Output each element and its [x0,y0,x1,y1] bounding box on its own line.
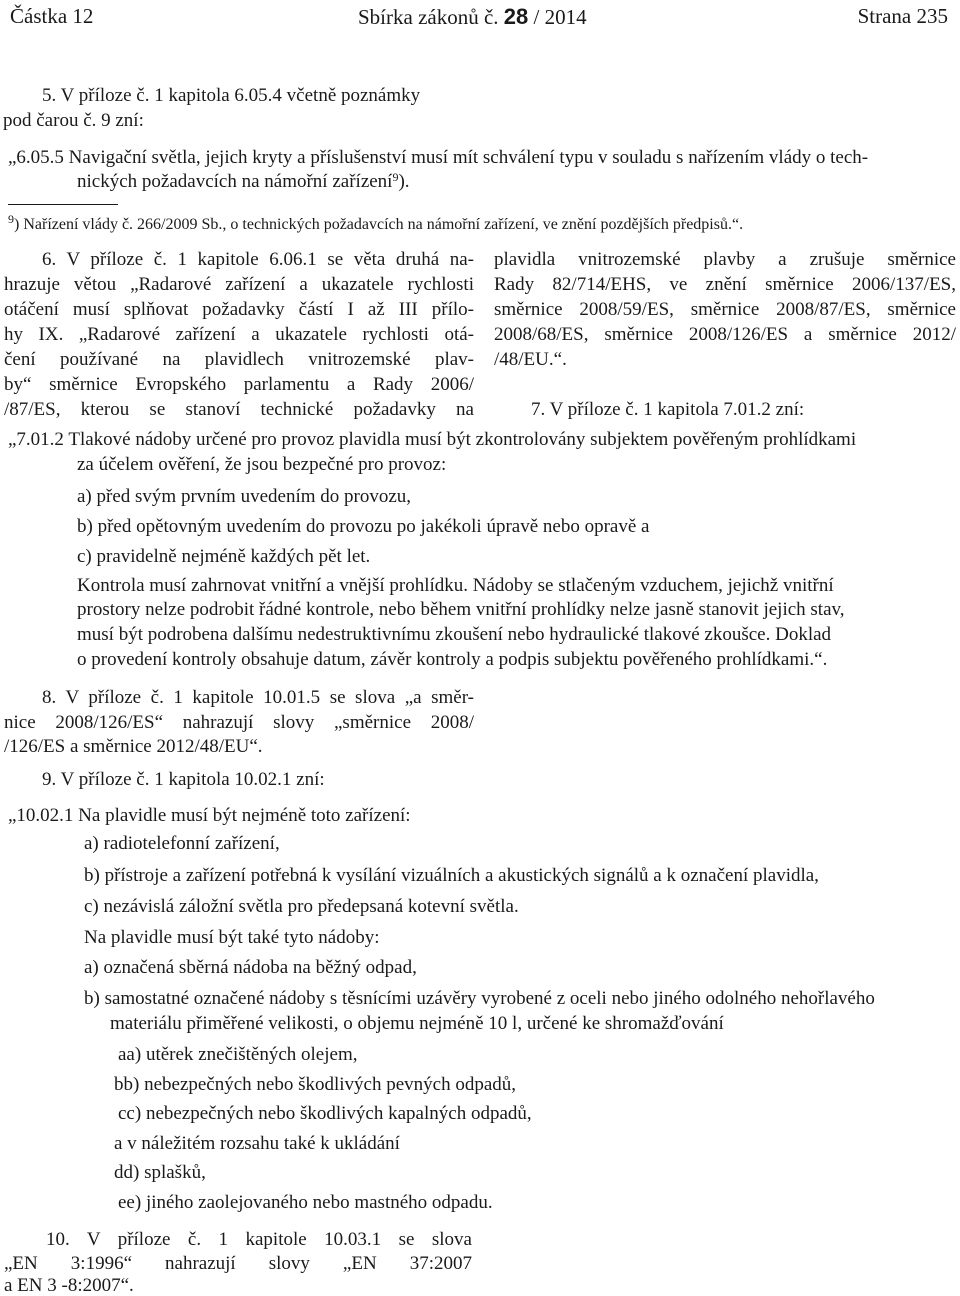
item9-intro: 9. V příloze č. 1 kapitola 10.02.1 zní: [42,769,325,790]
item10-line3: a EN 3 -8:2007“. [4,1275,134,1296]
header-collection-prefix: Sbírka zákonů č. [358,5,499,29]
item7-para-line1: Kontrola musí zahrnovat vnitřní a vnější prohlídku. Nádoby se stlačeným vzduchem, jejichž vnitřní [77,575,834,596]
item8-line3: /126/ES a směrnice 2012/48/EU“. [4,736,263,757]
item9-list-a: a) radiotelefonní zařízení, [84,833,280,854]
item7-list-c: c) pravidelně nejméně každých pět let. [77,546,371,567]
footnote-marker: 9 [8,212,14,226]
item9-sub-aa: aa) utěrek znečištěných olejem, [118,1044,358,1065]
item9-quote-line1: „10.02.1 Na plavidle musí být nejméně toto zařízení: [8,805,411,826]
item5-quote-line2 [77,172,410,191]
item9-list-b2-line1: b) samostatné označené nádoby s těsnícími uzávěry vyrobené z oceli nebo jiného odolného nehořlavého [84,988,875,1009]
item7-list-b: b) před opětovným uvedením do provozu po jakékoli úpravě nebo opravě a [77,516,650,537]
item6-line1: 6. V příloze č. 1 kapitole 6.06.1 se věta druhá na- [42,249,474,270]
footnote-rule [8,204,118,205]
item9-para2: Na plavidle musí být také tyto nádoby: [84,927,380,948]
header-page-number: Strana 235 [857,4,948,28]
item5-intro-line1: 5. V příloze č. 1 kapitola 6.05.4 včetně poznámky [42,85,421,106]
item6-line2: hrazuje větou „Radarové zařízení a ukazatele rychlosti [4,274,474,295]
item9-mid: a v náležitém rozsahu také k ukládání [114,1133,400,1154]
item6-line3: otáčení musí splňovat požadavky částí I až III přílo- [4,299,474,320]
item8-line2: nice 2008/126/ES“ nahrazují slovy „směrnice 2008/ [4,712,474,733]
item6-line5: čení používané na plavidlech vnitrozemské plav- [4,349,474,370]
item9-sub-cc: cc) nebezpečných nebo škodlivých kapalných odpadů, [118,1103,532,1124]
item7-quote-line2: za účelem ověření, že jsou bezpečné pro provoz: [77,454,447,475]
item6-right-line5: /48/EU.“. [494,349,567,370]
item9-list-b2-line2: materiálu přiměřené velikosti, o objemu nejméně 10 l, určené ke shromažďování [110,1013,724,1034]
header-part-label: Částka 12 [10,4,94,28]
item9-sub-dd: dd) splašků, [114,1162,206,1183]
item10-line1: 10. V příloze č. 1 kapitole 10.03.1 se slova [46,1229,472,1250]
item5-intro-line2: pod čarou č. 9 zní: [3,110,144,131]
footnote [8,212,744,233]
item7-list-a: a) před svým prvním uvedením do provozu, [77,486,412,507]
item5-quote-line1: „6.05.5 Navigační světla, jejich kryty a příslušenství musí mít schválení typu v souladu s nařízením vlády o tech- [8,147,869,168]
header-year: / 2014 [533,5,587,29]
item9-list-b: b) přístroje a zařízení potřebná k vysílání vizuálních a akustických signálů a k označení plavidla, [84,865,819,886]
item5-quote-text: nických požadavcích na námořní zařízení [77,171,393,192]
footnote-text: ) Nařízení vlády č. 266/2009 Sb., o technických požadavcích na námořní zařízení, ve znění pozdějších předpisů.“. [14,216,744,233]
item7-para-line3: musí být podrobena dalšímu nedestruktivnímu zkoušení nebo hydraulické tlakové zkoušce. Doklad [77,624,832,645]
item6-line4: hy IX. „Radarové zařízení a ukazatele rychlosti otá- [4,324,474,345]
item9-sub-ee: ee) jiného zaolejovaného nebo mastného odpadu. [118,1192,493,1213]
header-issue-number: 28 [503,4,529,29]
footnote-ref: 9 [392,170,399,184]
item6-right-line4: 2008/68/ES, směrnice 2008/126/ES a směrnice 2012/ [494,324,956,345]
item6-line6: by“ směrnice Evropského parlamentu a Rady 2006/ [4,374,474,395]
item6-line7: /87/ES, kterou se stanoví technické požadavky na [4,399,474,420]
item9-sub-bb: bb) nebezpečných nebo škodlivých pevných odpadů, [114,1074,517,1095]
header-collection-title [358,6,587,28]
item7-intro: 7. V příloze č. 1 kapitola 7.01.2 zní: [531,399,805,420]
item9-list-a2: a) označená sběrná nádoba na běžný odpad, [84,957,417,978]
item7-para-line2: prostory nelze podrobit řádné kontrole, nebo během vnitřní prohlídky nelze jasně stanovit jejich stav, [77,599,845,620]
item5-quote-end: ). [398,171,410,192]
item6-right-line1: plavidla vnitrozemské plavby a zrušuje směrnice [494,249,956,270]
item10-line2: „EN 3:1996“ nahrazují slovy „EN 37:2007 [4,1253,472,1274]
item8-line1: 8. V příloze č. 1 kapitole 10.01.5 se slova „a směr- [42,687,474,708]
item7-quote-line1: „7.01.2 Tlakové nádoby určené pro provoz plavidla musí být zkontrolovány subjektem pověřeným prohlídkami [8,429,857,450]
item6-right-line2: Rady 82/714/EHS, ve znění směrnice 2006/137/ES, [494,274,956,295]
item9-list-c: c) nezávislá záložní světla pro předepsaná kotevní světla. [84,896,519,917]
item7-para-line4: o provedení kontroly obsahuje datum, závěr kontroly a podpis subjektu pověřeného prohlídkami.“. [77,649,828,670]
item6-right-line3: směrnice 2008/59/ES, směrnice 2008/87/ES, směrnice [494,299,956,320]
